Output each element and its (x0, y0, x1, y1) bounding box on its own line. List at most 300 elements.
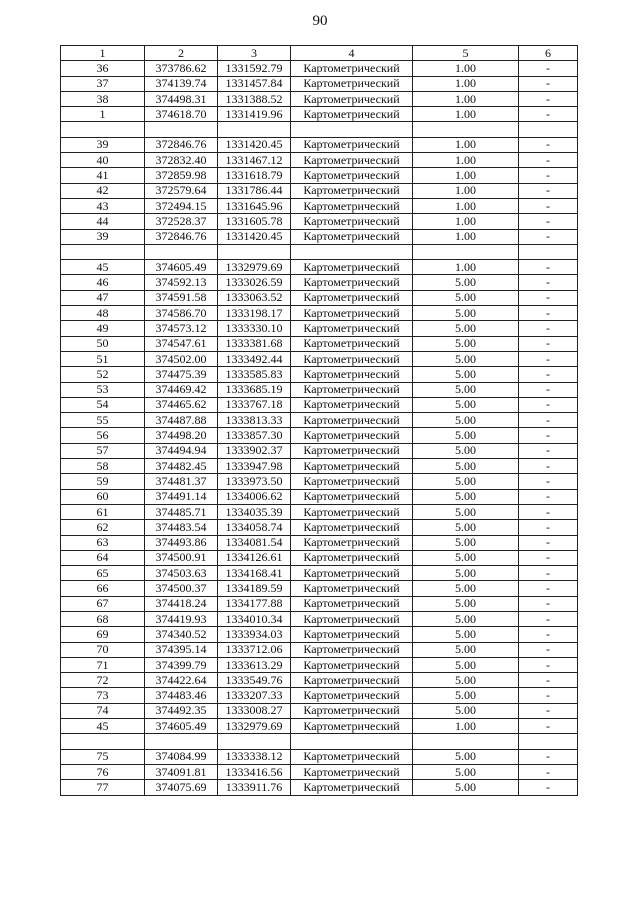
accuracy-cell: 5.00 (413, 550, 519, 565)
y-coordinate-cell: 1333585.83 (218, 367, 291, 382)
method-cell (291, 244, 413, 259)
x-coordinate-cell: 374482.45 (145, 459, 218, 474)
note-cell: - (519, 780, 578, 795)
x-coordinate-cell: 374091.81 (145, 764, 218, 779)
method-cell: Картометрический (291, 413, 413, 428)
table-row (61, 137, 578, 152)
y-coordinate-cell: 1333338.12 (218, 749, 291, 764)
note-cell: - (519, 627, 578, 642)
method-cell: Картометрический (291, 137, 413, 152)
table-row (61, 520, 578, 535)
x-coordinate-cell: 373786.62 (145, 61, 218, 76)
method-cell: Картометрический (291, 351, 413, 366)
y-coordinate-cell: 1334035.39 (218, 504, 291, 519)
point-number-cell: 39 (61, 229, 145, 244)
x-coordinate-cell: 374573.12 (145, 321, 218, 336)
note-cell: - (519, 153, 578, 168)
x-coordinate-cell: 374498.31 (145, 91, 218, 106)
accuracy-cell: 5.00 (413, 367, 519, 382)
method-cell: Картометрический (291, 260, 413, 275)
point-number-cell: 61 (61, 504, 145, 519)
y-coordinate-cell: 1332979.69 (218, 719, 291, 734)
note-cell: - (519, 459, 578, 474)
method-cell: Картометрический (291, 367, 413, 382)
y-coordinate-cell: 1333613.29 (218, 657, 291, 672)
header-cell-3: 3 (218, 46, 291, 61)
y-coordinate-cell: 1334126.61 (218, 550, 291, 565)
y-coordinate-cell (218, 734, 291, 749)
method-cell: Картометрический (291, 321, 413, 336)
y-coordinate-cell: 1333813.33 (218, 413, 291, 428)
point-number-cell: 53 (61, 382, 145, 397)
y-coordinate-cell: 1333008.27 (218, 703, 291, 718)
note-cell: - (519, 764, 578, 779)
x-coordinate-cell: 374139.74 (145, 76, 218, 91)
x-coordinate-cell: 374547.61 (145, 336, 218, 351)
table-row (61, 443, 578, 458)
y-coordinate-cell: 1332979.69 (218, 260, 291, 275)
accuracy-cell: 1.00 (413, 719, 519, 734)
point-number-cell: 65 (61, 566, 145, 581)
point-number-cell: 66 (61, 581, 145, 596)
table-row (61, 229, 578, 244)
table-row (61, 428, 578, 443)
method-cell (291, 122, 413, 137)
accuracy-cell: 5.00 (413, 474, 519, 489)
point-number-cell: 39 (61, 137, 145, 152)
x-coordinate-cell (145, 122, 218, 137)
table-row (61, 168, 578, 183)
x-coordinate-cell: 374487.88 (145, 413, 218, 428)
point-number-cell: 1 (61, 107, 145, 122)
point-number-cell: 45 (61, 260, 145, 275)
note-cell: - (519, 306, 578, 321)
y-coordinate-cell (218, 122, 291, 137)
accuracy-cell: 5.00 (413, 611, 519, 626)
method-cell: Картометрический (291, 61, 413, 76)
y-coordinate-cell: 1331388.52 (218, 91, 291, 106)
x-coordinate-cell: 374475.39 (145, 367, 218, 382)
x-coordinate-cell: 374485.71 (145, 504, 218, 519)
note-cell (519, 244, 578, 259)
table-row (61, 596, 578, 611)
method-cell: Картометрический (291, 91, 413, 106)
point-number-cell: 63 (61, 535, 145, 550)
accuracy-cell: 1.00 (413, 214, 519, 229)
accuracy-cell: 1.00 (413, 76, 519, 91)
accuracy-cell: 5.00 (413, 382, 519, 397)
y-coordinate-cell: 1333492.44 (218, 351, 291, 366)
x-coordinate-cell: 374418.24 (145, 596, 218, 611)
method-cell: Картометрический (291, 489, 413, 504)
accuracy-cell: 5.00 (413, 627, 519, 642)
method-cell: Картометрический (291, 229, 413, 244)
point-number-cell: 60 (61, 489, 145, 504)
accuracy-cell: 1.00 (413, 137, 519, 152)
accuracy-cell: 1.00 (413, 153, 519, 168)
point-number-cell: 52 (61, 367, 145, 382)
method-cell: Картометрический (291, 504, 413, 519)
point-number-cell: 36 (61, 61, 145, 76)
table-row (61, 183, 578, 198)
point-number-cell: 37 (61, 76, 145, 91)
method-cell: Картометрический (291, 688, 413, 703)
point-number-cell: 77 (61, 780, 145, 795)
accuracy-cell: 1.00 (413, 183, 519, 198)
method-cell: Картометрический (291, 657, 413, 672)
y-coordinate-cell: 1334177.88 (218, 596, 291, 611)
x-coordinate-cell: 372494.15 (145, 198, 218, 213)
point-number-cell: 76 (61, 764, 145, 779)
accuracy-cell: 5.00 (413, 657, 519, 672)
method-cell: Картометрический (291, 76, 413, 91)
note-cell (519, 734, 578, 749)
point-number-cell: 56 (61, 428, 145, 443)
accuracy-cell: 1.00 (413, 260, 519, 275)
x-coordinate-cell: 374586.70 (145, 306, 218, 321)
method-cell: Картометрический (291, 459, 413, 474)
table-row (61, 198, 578, 213)
y-coordinate-cell: 1333934.03 (218, 627, 291, 642)
point-number-cell: 43 (61, 198, 145, 213)
table-row (61, 550, 578, 565)
note-cell: - (519, 428, 578, 443)
note-cell: - (519, 229, 578, 244)
x-coordinate-cell (145, 244, 218, 259)
point-number-cell: 75 (61, 749, 145, 764)
point-number-cell: 67 (61, 596, 145, 611)
point-number-cell: 62 (61, 520, 145, 535)
note-cell: - (519, 520, 578, 535)
accuracy-cell (413, 244, 519, 259)
x-coordinate-cell: 374481.37 (145, 474, 218, 489)
y-coordinate-cell: 1334010.34 (218, 611, 291, 626)
table-row (61, 260, 578, 275)
point-number-cell: 71 (61, 657, 145, 672)
table-row (61, 535, 578, 550)
table-row (61, 504, 578, 519)
x-coordinate-cell: 374483.46 (145, 688, 218, 703)
note-cell: - (519, 596, 578, 611)
accuracy-cell: 1.00 (413, 107, 519, 122)
x-coordinate-cell: 374483.54 (145, 520, 218, 535)
note-cell: - (519, 657, 578, 672)
table-row (61, 657, 578, 672)
point-number-cell: 69 (61, 627, 145, 642)
y-coordinate-cell: 1334058.74 (218, 520, 291, 535)
point-number-cell: 70 (61, 642, 145, 657)
note-cell: - (519, 107, 578, 122)
accuracy-cell: 1.00 (413, 91, 519, 106)
y-coordinate-cell: 1333381.68 (218, 336, 291, 351)
method-cell: Картометрический (291, 153, 413, 168)
table-row (61, 214, 578, 229)
note-cell: - (519, 76, 578, 91)
table-row (61, 275, 578, 290)
point-number-cell: 47 (61, 290, 145, 305)
accuracy-cell: 1.00 (413, 198, 519, 213)
y-coordinate-cell: 1331457.84 (218, 76, 291, 91)
table-row (61, 397, 578, 412)
note-cell: - (519, 489, 578, 504)
note-cell: - (519, 367, 578, 382)
point-number-cell: 51 (61, 351, 145, 366)
x-coordinate-cell: 372859.98 (145, 168, 218, 183)
x-coordinate-cell: 374075.69 (145, 780, 218, 795)
x-coordinate-cell: 374498.20 (145, 428, 218, 443)
accuracy-cell: 5.00 (413, 306, 519, 321)
x-coordinate-cell: 374502.00 (145, 351, 218, 366)
table-row (61, 336, 578, 351)
note-cell: - (519, 168, 578, 183)
y-coordinate-cell: 1333198.17 (218, 306, 291, 321)
accuracy-cell: 5.00 (413, 780, 519, 795)
y-coordinate-cell: 1333973.50 (218, 474, 291, 489)
table-row (61, 673, 578, 688)
table-body (61, 61, 578, 795)
method-cell: Картометрический (291, 306, 413, 321)
y-coordinate-cell: 1333767.18 (218, 397, 291, 412)
y-coordinate-cell: 1333685.19 (218, 382, 291, 397)
point-number-cell: 42 (61, 183, 145, 198)
y-coordinate-cell: 1331645.96 (218, 198, 291, 213)
x-coordinate-cell: 374605.49 (145, 260, 218, 275)
point-number-cell (61, 734, 145, 749)
note-cell: - (519, 504, 578, 519)
method-cell: Картометрический (291, 443, 413, 458)
y-coordinate-cell: 1331605.78 (218, 214, 291, 229)
accuracy-cell: 5.00 (413, 688, 519, 703)
x-coordinate-cell: 374399.79 (145, 657, 218, 672)
table-row (61, 566, 578, 581)
table-row (61, 780, 578, 795)
x-coordinate-cell: 374395.14 (145, 642, 218, 657)
note-cell: - (519, 275, 578, 290)
note-cell: - (519, 198, 578, 213)
x-coordinate-cell: 372579.64 (145, 183, 218, 198)
point-number-cell: 73 (61, 688, 145, 703)
point-number-cell: 55 (61, 413, 145, 428)
note-cell: - (519, 535, 578, 550)
note-cell: - (519, 290, 578, 305)
method-cell: Картометрический (291, 581, 413, 596)
accuracy-cell: 5.00 (413, 290, 519, 305)
table-row (61, 703, 578, 718)
x-coordinate-cell: 374422.64 (145, 673, 218, 688)
method-cell: Картометрический (291, 214, 413, 229)
note-cell: - (519, 673, 578, 688)
point-number-cell: 58 (61, 459, 145, 474)
x-coordinate-cell: 374084.99 (145, 749, 218, 764)
note-cell: - (519, 91, 578, 106)
table-row (61, 351, 578, 366)
x-coordinate-cell: 374340.52 (145, 627, 218, 642)
method-cell: Картометрический (291, 611, 413, 626)
x-coordinate-cell: 372846.76 (145, 229, 218, 244)
y-coordinate-cell: 1333330.10 (218, 321, 291, 336)
table-header (61, 46, 578, 61)
method-cell: Картометрический (291, 428, 413, 443)
accuracy-cell: 5.00 (413, 642, 519, 657)
table-row (61, 581, 578, 596)
y-coordinate-cell: 1334081.54 (218, 535, 291, 550)
note-cell: - (519, 688, 578, 703)
method-cell: Картометрический (291, 627, 413, 642)
point-number-cell: 54 (61, 397, 145, 412)
header-cell-6: 6 (519, 46, 578, 61)
note-cell: - (519, 382, 578, 397)
point-number-cell: 45 (61, 719, 145, 734)
method-cell: Картометрический (291, 596, 413, 611)
method-cell: Картометрический (291, 780, 413, 795)
y-coordinate-cell: 1331420.45 (218, 137, 291, 152)
header-cell-5: 5 (413, 46, 519, 61)
note-cell: - (519, 351, 578, 366)
accuracy-cell (413, 122, 519, 137)
note-cell: - (519, 719, 578, 734)
y-coordinate-cell: 1333416.56 (218, 764, 291, 779)
note-cell: - (519, 474, 578, 489)
note-cell: - (519, 321, 578, 336)
table-row (61, 382, 578, 397)
note-cell (519, 122, 578, 137)
y-coordinate-cell: 1333063.52 (218, 290, 291, 305)
method-cell: Картометрический (291, 764, 413, 779)
accuracy-cell: 5.00 (413, 413, 519, 428)
accuracy-cell: 5.00 (413, 749, 519, 764)
point-number-cell: 59 (61, 474, 145, 489)
point-number-cell: 46 (61, 275, 145, 290)
accuracy-cell: 5.00 (413, 275, 519, 290)
accuracy-cell: 5.00 (413, 673, 519, 688)
table-row (61, 459, 578, 474)
point-number-cell: 68 (61, 611, 145, 626)
accuracy-cell: 5.00 (413, 535, 519, 550)
x-coordinate-cell: 374492.35 (145, 703, 218, 718)
point-number-cell: 41 (61, 168, 145, 183)
note-cell: - (519, 581, 578, 596)
point-number-cell: 64 (61, 550, 145, 565)
coordinates-table (60, 45, 578, 796)
table-row (61, 76, 578, 91)
y-coordinate-cell: 1331786.44 (218, 183, 291, 198)
method-cell: Картометрический (291, 397, 413, 412)
accuracy-cell: 5.00 (413, 764, 519, 779)
y-coordinate-cell: 1334006.62 (218, 489, 291, 504)
accuracy-cell: 5.00 (413, 504, 519, 519)
table-row (61, 61, 578, 76)
method-cell: Картометрический (291, 275, 413, 290)
y-coordinate-cell (218, 244, 291, 259)
table-row (61, 611, 578, 626)
point-number-cell: 57 (61, 443, 145, 458)
table-row (61, 413, 578, 428)
note-cell: - (519, 642, 578, 657)
y-coordinate-cell: 1333902.37 (218, 443, 291, 458)
method-cell: Картометрический (291, 703, 413, 718)
y-coordinate-cell: 1334189.59 (218, 581, 291, 596)
accuracy-cell: 5.00 (413, 489, 519, 504)
accuracy-cell: 1.00 (413, 229, 519, 244)
x-coordinate-cell (145, 734, 218, 749)
method-cell: Картометрический (291, 719, 413, 734)
method-cell: Картометрический (291, 290, 413, 305)
note-cell: - (519, 550, 578, 565)
accuracy-cell: 5.00 (413, 336, 519, 351)
y-coordinate-cell: 1331618.79 (218, 168, 291, 183)
table-row (61, 306, 578, 321)
note-cell: - (519, 61, 578, 76)
note-cell: - (519, 703, 578, 718)
x-coordinate-cell: 374605.49 (145, 719, 218, 734)
y-coordinate-cell: 1334168.41 (218, 566, 291, 581)
x-coordinate-cell: 374500.37 (145, 581, 218, 596)
method-cell: Картометрический (291, 749, 413, 764)
table-row (61, 321, 578, 336)
y-coordinate-cell: 1333026.59 (218, 275, 291, 290)
accuracy-cell: 5.00 (413, 351, 519, 366)
x-coordinate-cell: 374465.62 (145, 397, 218, 412)
table-row (61, 153, 578, 168)
point-number-cell: 49 (61, 321, 145, 336)
method-cell: Картометрический (291, 474, 413, 489)
accuracy-cell: 5.00 (413, 321, 519, 336)
point-number-cell: 50 (61, 336, 145, 351)
method-cell (291, 734, 413, 749)
x-coordinate-cell: 374419.93 (145, 611, 218, 626)
point-number-cell: 72 (61, 673, 145, 688)
y-coordinate-cell: 1331420.45 (218, 229, 291, 244)
y-coordinate-cell: 1333207.33 (218, 688, 291, 703)
accuracy-cell: 5.00 (413, 443, 519, 458)
point-number-cell (61, 122, 145, 137)
table-row (61, 107, 578, 122)
table-row (61, 244, 578, 259)
x-coordinate-cell: 372528.37 (145, 214, 218, 229)
y-coordinate-cell: 1331419.96 (218, 107, 291, 122)
accuracy-cell: 5.00 (413, 397, 519, 412)
header-row (61, 46, 578, 61)
accuracy-cell: 5.00 (413, 428, 519, 443)
accuracy-cell: 5.00 (413, 581, 519, 596)
table-row (61, 764, 578, 779)
method-cell: Картометрический (291, 168, 413, 183)
method-cell: Картометрический (291, 183, 413, 198)
x-coordinate-cell: 374493.86 (145, 535, 218, 550)
method-cell: Картометрический (291, 535, 413, 550)
table-row (61, 91, 578, 106)
table-row (61, 627, 578, 642)
accuracy-cell: 1.00 (413, 168, 519, 183)
table-row (61, 642, 578, 657)
page-number: 90 (312, 13, 328, 29)
header-cell-2: 2 (145, 46, 218, 61)
point-number-cell: 48 (61, 306, 145, 321)
table-row (61, 688, 578, 703)
x-coordinate-cell: 374592.13 (145, 275, 218, 290)
note-cell: - (519, 214, 578, 229)
method-cell: Картометрический (291, 198, 413, 213)
note-cell: - (519, 137, 578, 152)
accuracy-cell: 5.00 (413, 566, 519, 581)
y-coordinate-cell: 1333712.06 (218, 642, 291, 657)
note-cell: - (519, 336, 578, 351)
point-number-cell: 40 (61, 153, 145, 168)
x-coordinate-cell: 374491.14 (145, 489, 218, 504)
table-row (61, 734, 578, 749)
y-coordinate-cell: 1331467.12 (218, 153, 291, 168)
accuracy-cell (413, 734, 519, 749)
